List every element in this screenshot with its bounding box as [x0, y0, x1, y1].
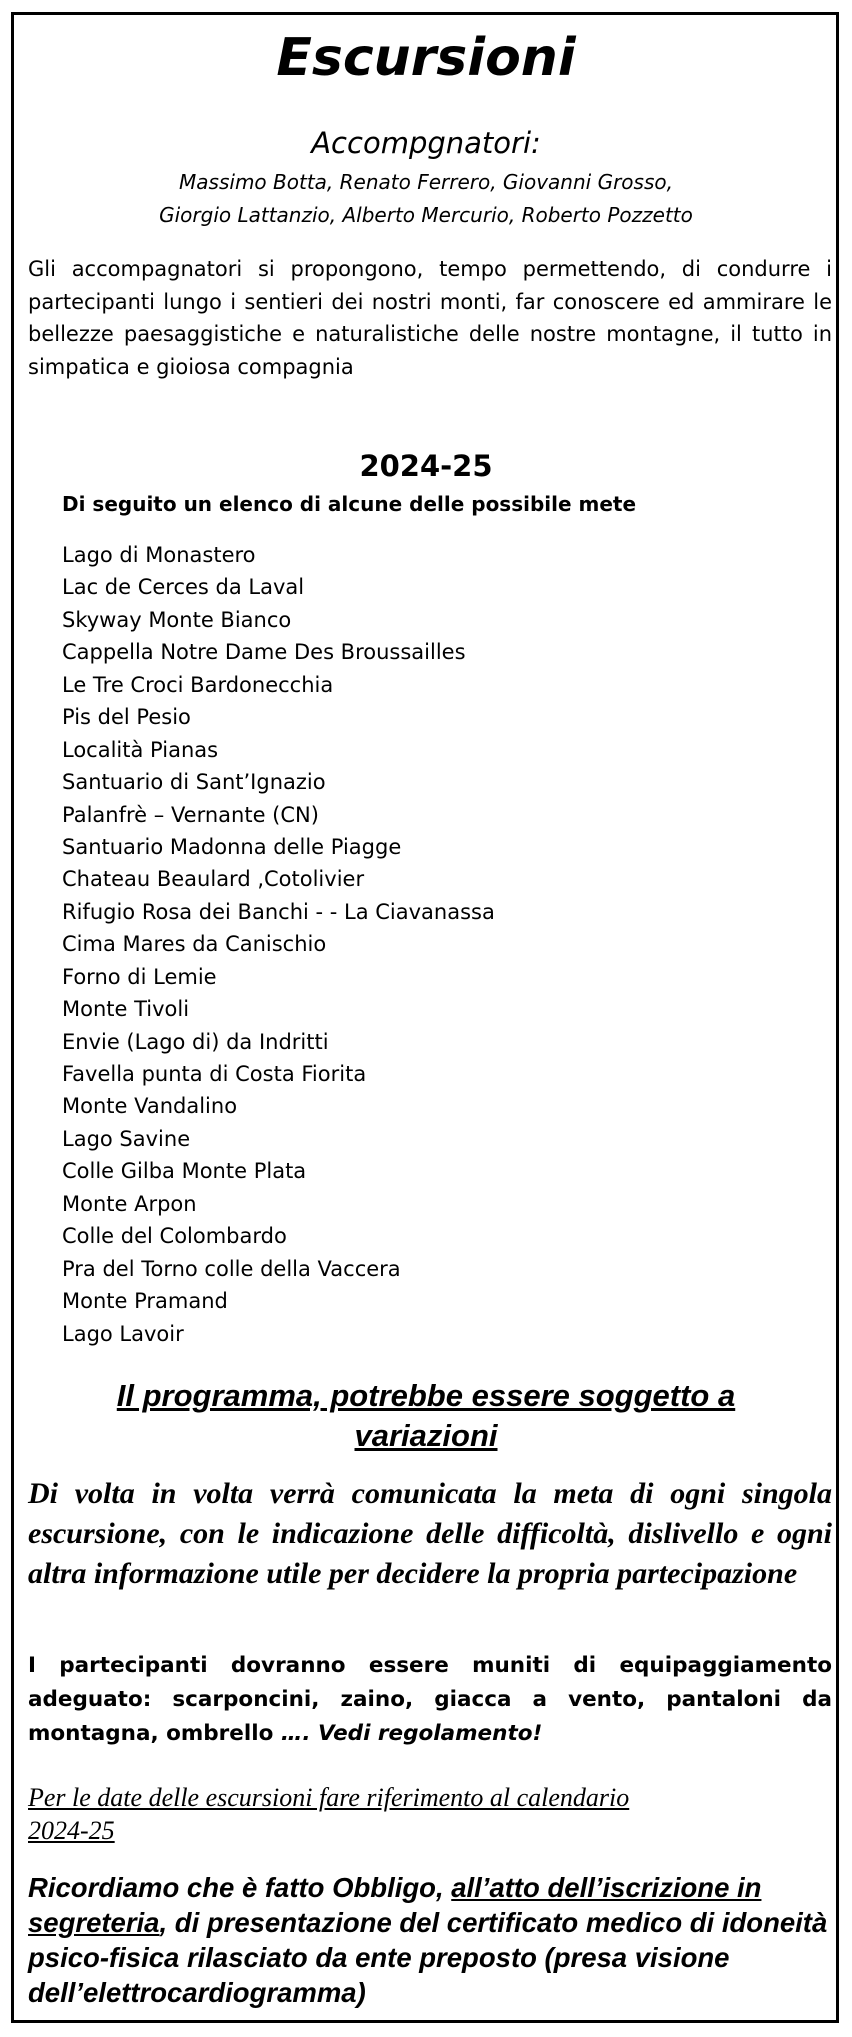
equipment-text: I partecipanti dovranno essere muniti di equipaggiamento adeguato: scarponcini, zaino, giacca a vento, pantaloni da montagna, ombrello	[28, 1653, 832, 1746]
destination-item: Monte Arpon	[62, 1191, 197, 1216]
destination-item: Skyway Monte Bianco	[62, 607, 292, 632]
equipment-tail: …. Vedi regolamento!	[280, 1721, 543, 1746]
accompagnatori-heading: Accompgnatori:	[311, 126, 541, 160]
destination-item: Santuario Madonna delle Piagge	[62, 834, 402, 859]
destinations-list	[62, 539, 495, 1350]
destination-item: Colle Gilba Monte Plata	[62, 1159, 307, 1184]
destination-item: Lago Lavoir	[62, 1321, 184, 1346]
communication-notice: Di volta in volta verrà comunicata la meta di ogni singola escursione, con le indicazione delle difficoltà, dislivello e ogni altra informazione utile per decidere la propria partecipazione	[28, 1477, 832, 1590]
equipment-notice	[28, 1649, 832, 1751]
names-line-2: Giorgio Lattanzio, Alberto Mercurio, Roberto Pozzetto	[159, 203, 693, 227]
names-line-1: Massimo Botta, Renato Ferrero, Giovanni Grosso,	[179, 170, 673, 194]
destination-item: Le Tre Croci Bardonecchia	[62, 672, 334, 697]
destination-item: Forno di Lemie	[62, 964, 217, 989]
destination-item: Favella punta di Costa Fiorita	[62, 1062, 367, 1086]
destination-item: Cappella Notre Dame Des Broussailles	[62, 640, 466, 665]
obbligo-part-1: Ricordiamo che è fatto Obbligo,	[28, 1872, 452, 1903]
destination-item: Santuario di Sant’Ignazio	[62, 770, 326, 795]
page-title: Escursioni	[276, 28, 576, 88]
intro-paragraph: Gli accompagnatori si propongono, tempo permettendo, di condurre i partecipanti lungo i sentieri dei nostri monti, far conoscere ed ammirare le bellezze paesaggistiche e naturalistiche delle nostre montagne, il tutto in simpatica e gioiosa compagnia	[28, 257, 832, 379]
destination-item: Pra del Torno colle della Vaccera	[62, 1256, 401, 1281]
program-notice	[0, 1376, 852, 1456]
calendar-reference-line-2: 2024-25	[28, 1816, 115, 1845]
calendar-reference	[28, 1781, 788, 1847]
destination-item: Monte Vandalino	[62, 1094, 238, 1119]
destination-item: Cima Mares da Canischio	[62, 932, 327, 957]
destination-item: Lago di Monastero	[62, 543, 256, 567]
medical-certificate-notice	[28, 1870, 828, 2010]
program-notice-line-2: variazioni	[354, 1418, 498, 1453]
destination-item: Lago Savine	[62, 1126, 191, 1151]
destinations-heading: Di seguito un elenco di alcune delle possibile mete	[62, 492, 637, 516]
destination-item: Pis del Pesio	[62, 705, 191, 730]
accompagnatori-names	[0, 166, 852, 232]
destination-item: Chateau Beaulard ,Cotolivier	[62, 867, 365, 892]
obbligo-part-2: , di presentazione del certificato medico di idoneità psico-fisica rilasciato da ente preposto (presa visione dell’elettrocardiogramma)	[28, 1907, 828, 2008]
destination-item: Monte Pramand	[62, 1289, 228, 1314]
obbligo-underlined: all’atto dell’iscrizione in segreteria	[28, 1872, 762, 1938]
destination-item: Lac de Cerces da Laval	[62, 575, 305, 600]
destination-item: Rifugio Rosa dei Banchi - - La Ciavanassa	[62, 899, 495, 924]
season-heading: 2024-25	[359, 449, 493, 483]
destination-item: Envie (Lago di) da Indritti	[62, 1029, 329, 1054]
destination-item: Monte Tivoli	[62, 997, 190, 1022]
destination-item: Località Pianas	[62, 737, 219, 762]
calendar-reference-line-1: Per le date delle escursioni fare riferimento al calendario	[28, 1783, 630, 1812]
destination-item: Palanfrè – Vernante (CN)	[62, 802, 319, 827]
program-notice-line-1: Il programma, potrebbe essere soggetto a	[116, 1378, 736, 1413]
destination-item: Colle del Colombardo	[62, 1224, 287, 1249]
